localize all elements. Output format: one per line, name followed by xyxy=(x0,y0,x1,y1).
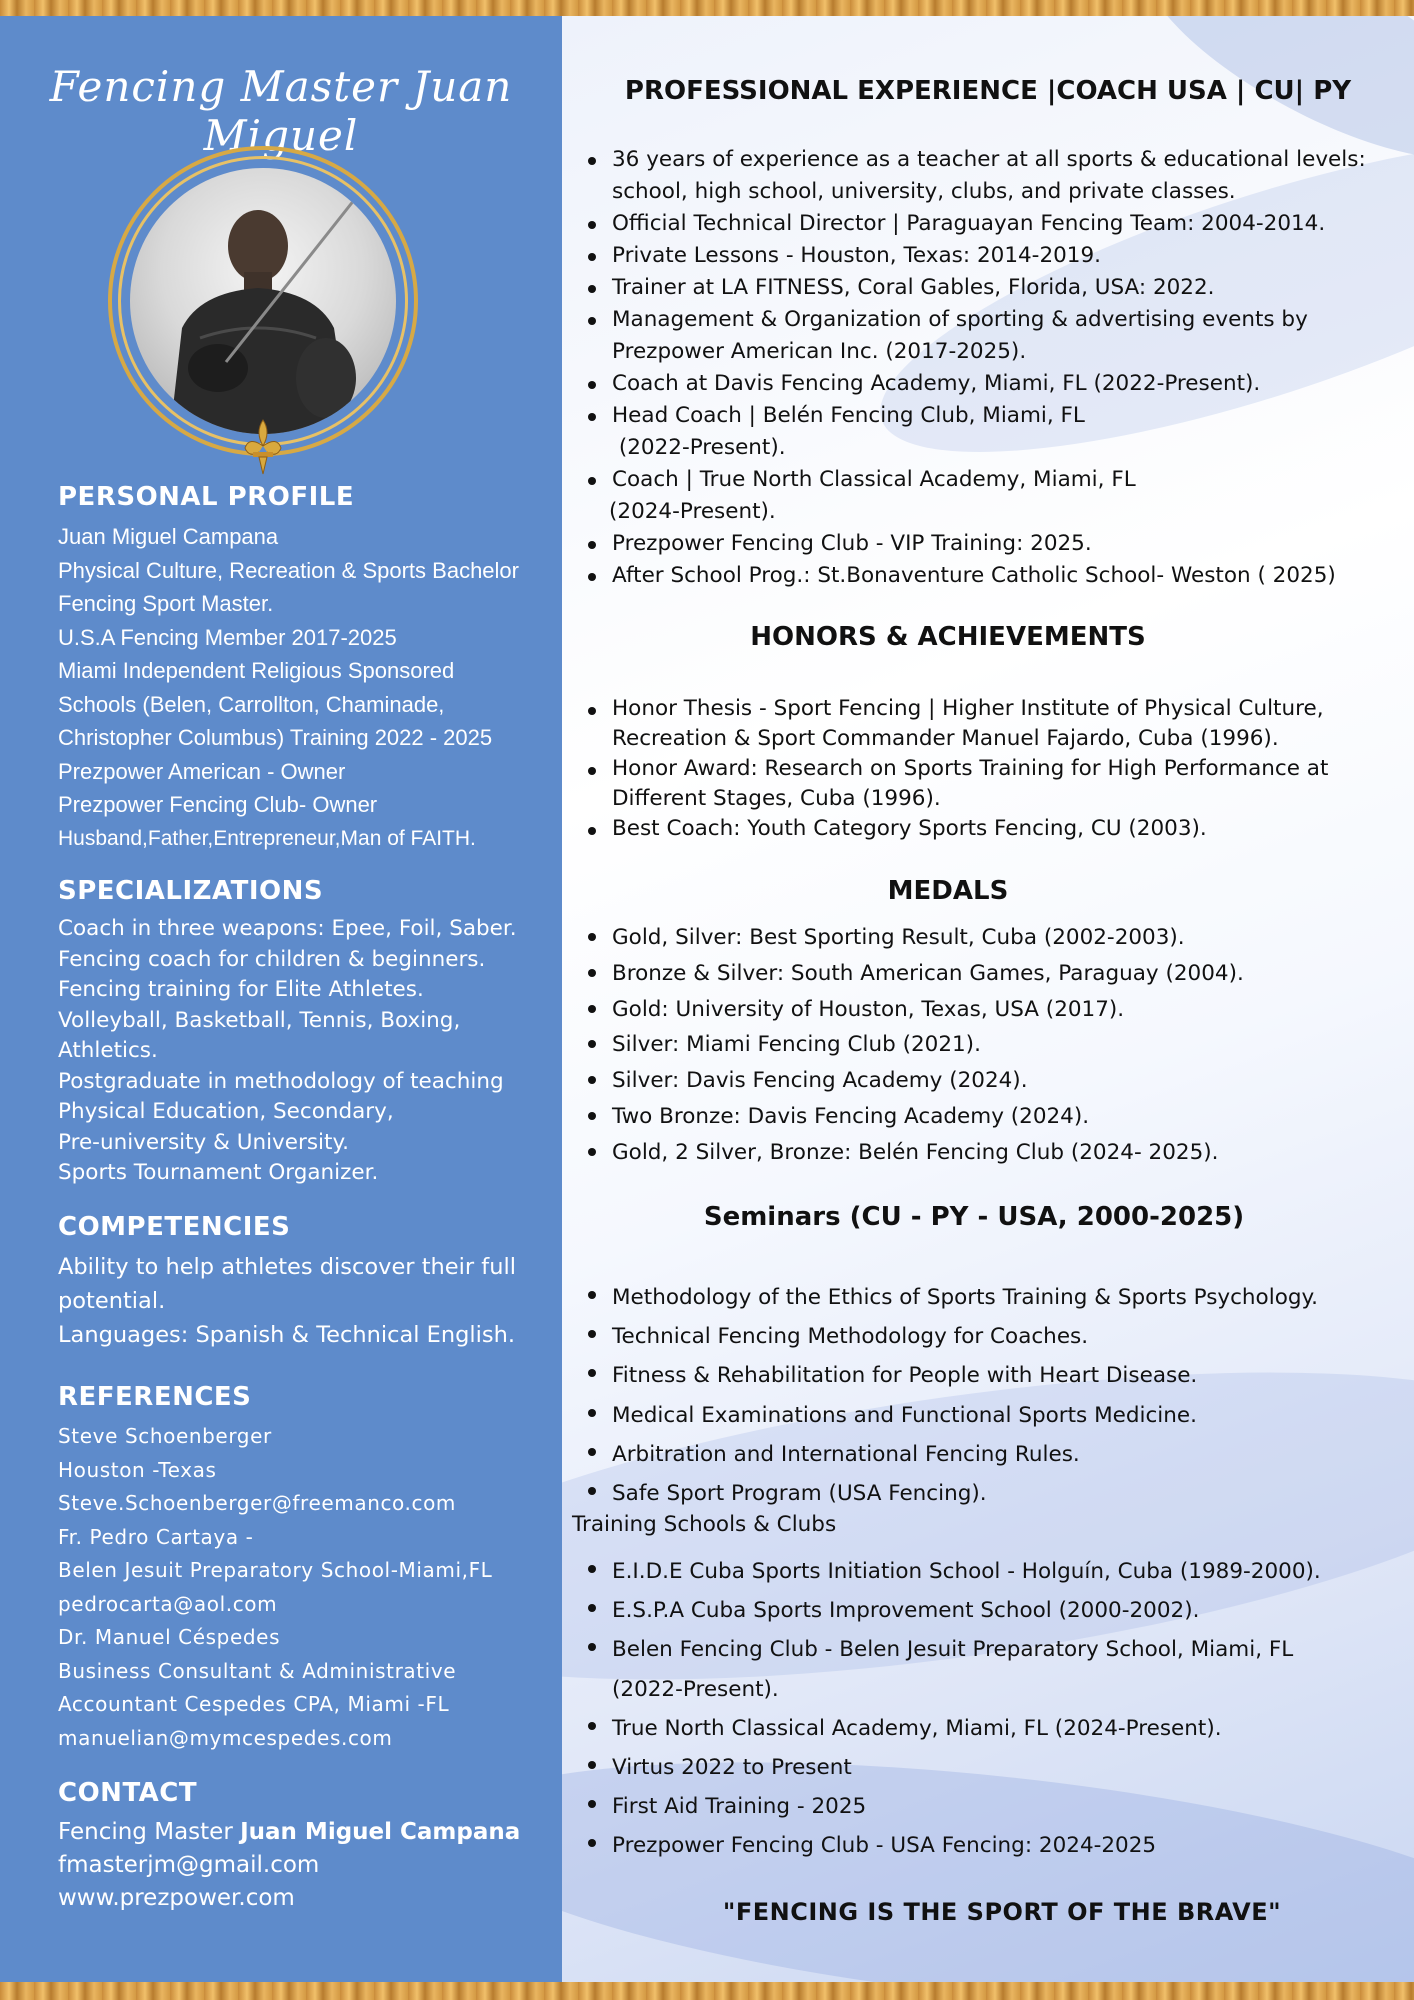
school-item xyxy=(612,1591,1412,1630)
honor-item xyxy=(612,754,1412,814)
seminar-item: Methodology of the Ethics of Sports Training & Sports Psychology. xyxy=(612,1278,1412,1317)
item-line: Honor Thesis - Sport Fencing | Higher Institute of Physical Culture, xyxy=(612,696,1324,721)
profile-line: Fencing Sport Master. xyxy=(58,591,274,616)
item-line: school, high school, university, clubs, and private classes. xyxy=(612,179,1236,204)
item-line: Belen Fencing Club - Belen Jesuit Preparatory School, Miami, FL xyxy=(612,1637,1294,1663)
contact-email[interactable]: fmasterjm@gmail.com xyxy=(58,1852,320,1878)
profile-lines xyxy=(58,520,548,855)
medals-heading: MEDALS xyxy=(887,876,1009,906)
schools-list xyxy=(562,1552,1412,1866)
reference-line: Fr. Pedro Cartaya - xyxy=(58,1524,254,1549)
section-heading: PERSONAL PROFILE xyxy=(58,482,355,512)
item-line: 36 years of experience as a teacher at all sports & educational levels: xyxy=(612,147,1366,172)
reference-line: Business Consultant & Administrative xyxy=(58,1658,457,1683)
competencies-section xyxy=(58,1212,548,1352)
gold-border-top xyxy=(0,0,1414,16)
specialization-line: Pre-university & University. xyxy=(58,1129,349,1155)
sidebar xyxy=(0,16,562,1982)
medal-item: Silver: Davis Fencing Academy (2024). xyxy=(612,1063,1412,1099)
item-line: Best Coach: Youth Category Sports Fencing, CU (2003). xyxy=(612,816,1207,841)
experience-item xyxy=(612,368,1412,400)
item-line: Different Stages, Cuba (1996). xyxy=(612,786,941,811)
item-line: Private Lessons - Houston, Texas: 2014-2019. xyxy=(612,243,1101,268)
competency-line: Languages: Spanish & Technical English. xyxy=(58,1322,516,1348)
item-line: Coach at Davis Fencing Academy, Miami, FL (2022-Present). xyxy=(612,371,1261,396)
specialization-line: Fencing coach for children & beginners. xyxy=(58,946,486,972)
reference-email[interactable]: Steve.Schoenberger@freemanco.com xyxy=(58,1491,457,1515)
experience-item xyxy=(612,208,1412,240)
profile-line: Physical Culture, Recreation & Sports Bachelor xyxy=(58,557,519,583)
item-line: Prezpower Fencing Club - USA Fencing: 2024-2025 xyxy=(612,1833,1157,1859)
item-line: Virtus 2022 to Present xyxy=(612,1755,852,1781)
competency-line: Ability to help athletes discover their full xyxy=(58,1254,516,1280)
reference-email[interactable]: pedrocarta@aol.com xyxy=(58,1591,278,1616)
item-line: Prezpower Fencing Club - VIP Training: 2025. xyxy=(612,531,1092,556)
reference-line: Steve Schoenberger xyxy=(58,1424,272,1448)
experience-item xyxy=(612,400,1412,464)
experience-heading: PROFESSIONAL EXPERIENCE |COACH USA | CU| PY xyxy=(624,76,1352,106)
training-schools-label: Training Schools & Clubs xyxy=(572,1512,837,1537)
competency-lines xyxy=(58,1250,548,1352)
specialization-line: Athletics. xyxy=(58,1038,158,1063)
experience-item xyxy=(612,272,1412,304)
item-line: True North Classical Academy, Miami, FL (2024-Present). xyxy=(612,1715,1222,1741)
honor-item xyxy=(612,814,1412,844)
references-section xyxy=(58,1382,548,1755)
item-line: E.I.D.E Cuba Sports Initiation School - Holguín, Cuba (1989-2000). xyxy=(612,1559,1321,1584)
medals-list xyxy=(562,920,1412,1171)
profile-line: Prezpower American - Owner xyxy=(58,758,346,784)
item-line: Trainer at LA FITNESS, Coral Gables, Florida, USA: 2022. xyxy=(612,275,1215,300)
section-heading: SPECIALIZATIONS xyxy=(58,876,324,906)
contact-section xyxy=(58,1778,548,1915)
honor-item xyxy=(612,694,1412,754)
contact-name-line xyxy=(58,1816,548,1849)
school-item xyxy=(612,1748,1412,1787)
experience-item xyxy=(609,464,1412,528)
profile-line: Christopher Columbus) Training 2022 - 2025 xyxy=(58,725,493,750)
medal-item: Two Bronze: Davis Fencing Academy (2024). xyxy=(612,1099,1412,1135)
seminar-item: Technical Fencing Methodology for Coaches. xyxy=(612,1317,1412,1356)
contact-lines xyxy=(58,1816,548,1915)
experience-item xyxy=(612,144,1412,208)
medal-item: Bronze & Silver: South American Games, Paraguay (2004). xyxy=(612,956,1412,992)
reference-line: Dr. Manuel Céspedes xyxy=(58,1625,281,1649)
profile-line: Schools (Belen, Carrollton, Chaminade, xyxy=(58,691,445,717)
school-item xyxy=(612,1709,1412,1748)
seminar-item: Arbitration and International Fencing Rules. xyxy=(612,1435,1412,1474)
school-item xyxy=(612,1630,1412,1708)
specialization-lines xyxy=(58,914,548,1189)
medal-item: Gold, Silver: Best Sporting Result, Cuba (2002-2003). xyxy=(612,920,1412,956)
section-heading: REFERENCES xyxy=(58,1382,252,1412)
seminar-item: Medical Examinations and Functional Sports Medicine. xyxy=(612,1396,1412,1435)
school-item xyxy=(612,1552,1412,1591)
contact-website[interactable]: www.prezpower.com xyxy=(58,1885,295,1911)
medal-item: Gold: University of Houston, Texas, USA (2017). xyxy=(612,992,1412,1028)
school-item xyxy=(612,1826,1412,1865)
item-line: First Aid Training - 2025 xyxy=(612,1794,867,1820)
fleur-de-lis-icon xyxy=(241,418,285,478)
experience-item xyxy=(612,560,1412,592)
item-line: (2024-Present). xyxy=(609,499,776,524)
item-line: Honor Award: Research on Sports Training for High Performance at xyxy=(612,756,1329,781)
item-line: Coach | True North Classical Academy, Miami, FL xyxy=(612,467,1136,492)
honors-list xyxy=(562,694,1412,844)
medal-item: Silver: Miami Fencing Club (2021). xyxy=(612,1027,1412,1063)
script-title: Fencing Master Juan Miguel xyxy=(49,62,513,160)
profile-line: Husband,Father,Entrepreneur,Man of FAITH. xyxy=(58,826,476,850)
specializations-section xyxy=(58,876,548,1189)
reference-line: Belen Jesuit Preparatory School-Miami,FL xyxy=(58,1558,493,1582)
section-heading: COMPETENCIES xyxy=(58,1212,291,1242)
item-line: Management & Organization of sporting & advertising events by xyxy=(612,307,1308,332)
item-line: Official Technical Director | Paraguayan Fencing Team: 2004-2014. xyxy=(612,211,1326,236)
specialization-line: Fencing training for Elite Athletes. xyxy=(58,977,424,1002)
specialization-line: Postgraduate in methodology of teaching xyxy=(58,1068,504,1094)
profile-line: Prezpower Fencing Club- Owner xyxy=(58,792,378,817)
seminars-list xyxy=(562,1278,1412,1513)
portrait-frame xyxy=(108,146,418,456)
school-item xyxy=(612,1787,1412,1826)
seminar-item: Safe Sport Program (USA Fencing). xyxy=(612,1474,1412,1513)
portrait-photo xyxy=(130,168,396,434)
closing-quote: "FENCING IS THE SPORT OF THE BRAVE" xyxy=(722,1898,1282,1926)
item-line: After School Prog.: St.Bonaventure Catholic School- Weston ( 2025) xyxy=(612,563,1336,588)
specialization-line: Volleyball, Basketball, Tennis, Boxing, xyxy=(58,1007,461,1033)
specialization-line: Physical Education, Secondary, xyxy=(58,1099,394,1124)
experience-item xyxy=(612,304,1412,368)
item-line: E.S.P.A Cuba Sports Improvement School (2000-2002). xyxy=(612,1598,1200,1624)
profile-line: U.S.A Fencing Member 2017-2025 xyxy=(58,624,397,650)
item-line: Head Coach | Belén Fencing Club, Miami, FL xyxy=(612,403,1085,428)
item-line: Prezpower American Inc. (2017-2025). xyxy=(612,339,1027,364)
item-line: (2022-Present). xyxy=(612,1676,779,1702)
reference-line: Accountant Cespedes CPA, Miami -FL xyxy=(58,1692,450,1716)
profile-line: Juan Miguel Campana xyxy=(58,524,279,549)
profile-line: Miami Independent Religious Sponsored xyxy=(58,658,455,683)
reference-email[interactable]: manuelian@mymcespedes.com xyxy=(58,1725,393,1750)
honors-heading: HONORS & ACHIEVEMENTS xyxy=(750,622,1146,652)
reference-lines xyxy=(58,1420,548,1755)
item-line: Recreation & Sport Commander Manuel Fajardo, Cuba (1996). xyxy=(612,726,1279,751)
main-content xyxy=(562,16,1414,1982)
personal-profile-section xyxy=(58,482,548,855)
seminars-heading: Seminars (CU - PY - USA, 2000-2025) xyxy=(703,1202,1245,1232)
specialization-line: Sports Tournament Organizer. xyxy=(58,1160,379,1185)
experience-item xyxy=(612,528,1412,560)
medal-item: Gold, 2 Silver, Bronze: Belén Fencing Club (2024- 2025). xyxy=(612,1135,1412,1171)
specialization-line: Coach in three weapons: Epee, Foil, Saber. xyxy=(58,916,517,941)
contact-name-prefix: Fencing Master xyxy=(58,1819,241,1845)
contact-name: Juan Miguel Campana xyxy=(240,1819,521,1845)
seminar-item: Fitness & Rehabilitation for People with Heart Disease. xyxy=(612,1356,1412,1395)
competency-line: potential. xyxy=(58,1288,166,1314)
experience-item xyxy=(612,240,1412,272)
experience-list xyxy=(562,144,1412,592)
section-heading: CONTACT xyxy=(58,1778,198,1808)
gold-border-bottom xyxy=(0,1982,1414,2000)
item-line: (2022-Present). xyxy=(612,435,786,460)
reference-line: Houston -Texas xyxy=(58,1457,217,1482)
